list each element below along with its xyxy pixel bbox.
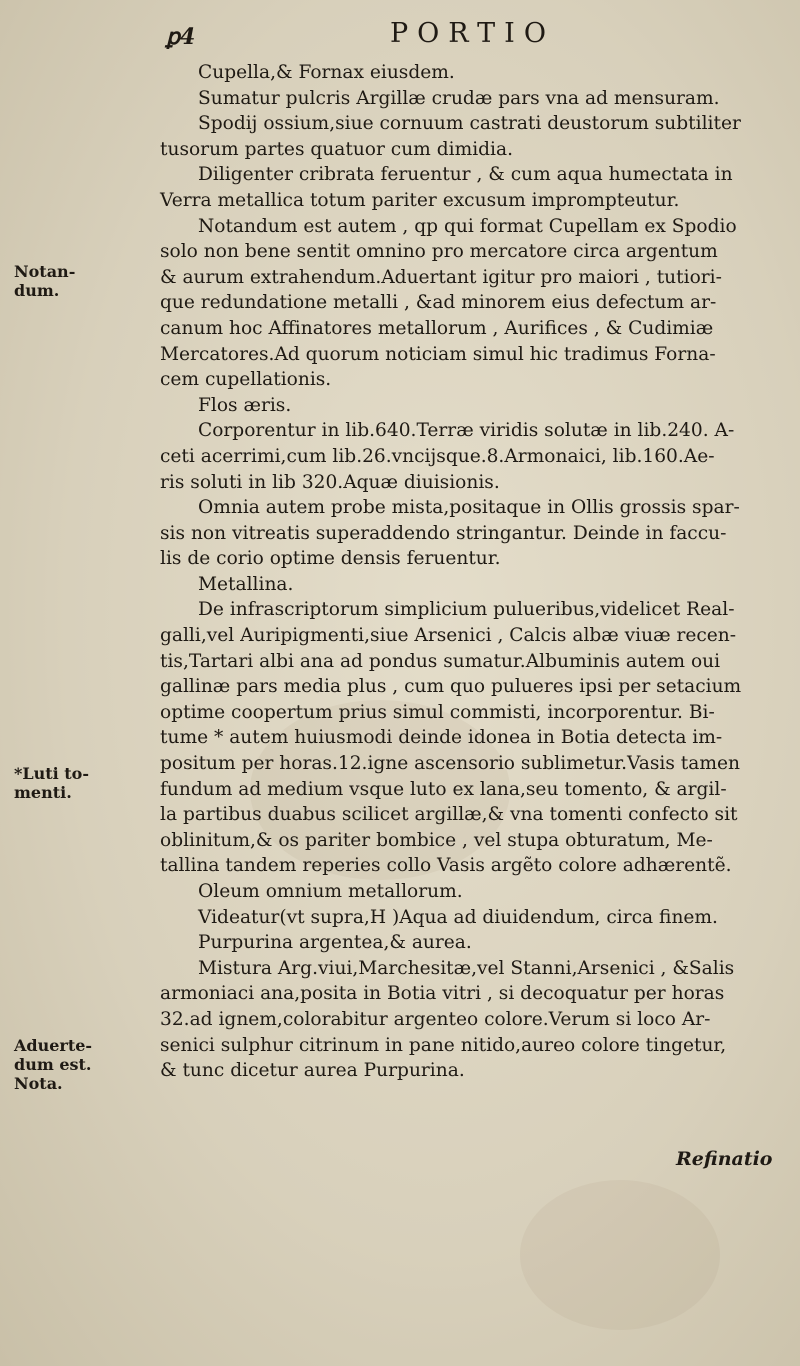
- text-line: senici sulphur citrinum in pane nitido,aureo colore tingetur,: [160, 1034, 727, 1056]
- text-line: fundum ad medium vsque luto ex lana,seu tomento, & argil-: [160, 778, 727, 800]
- text-line: sis non vitreatis superaddendo stringantur. Deinde in faccu-: [160, 522, 727, 544]
- text-line: Corporentur in lib.640.Terræ viridis solutæ in lib.240. A-: [198, 420, 735, 442]
- text-line: tusorum partes quatuor cum dimidia.: [160, 138, 513, 160]
- margin-note-notandum: [14, 262, 144, 300]
- margin-note-line: dum est.: [14, 1055, 92, 1074]
- text-line: Verra metallica totum pariter excusum imprompteutur.: [160, 189, 680, 211]
- margin-note-aduertendum: [14, 1036, 144, 1093]
- margin-note-line: menti.: [14, 783, 72, 802]
- text-line: & tunc dicetur aurea Purpurina.: [160, 1060, 465, 1082]
- margin-note-line: *Luti to-: [14, 764, 89, 783]
- text-line: Sumatur pulcris Argillæ crudæ pars vna ad mensuram.: [198, 87, 720, 109]
- text-line: tallina tandem reperies collo Vasis argẽto colore adhærentẽ.: [160, 855, 732, 877]
- text-line: Notandum est autem , qp qui format Cupellam ex Spodio: [198, 215, 737, 237]
- text-line: canum hoc Affinatores metallorum , Aurifices , & Cudimiæ: [160, 317, 714, 339]
- text-line: 32.ad ignem,colorabitur argenteo colore.Verum si loco Ar-: [160, 1008, 711, 1030]
- text-line: Purpurina argentea,& aurea.: [198, 932, 472, 954]
- text-line: Mistura Arg.viui,Marchesitæ,vel Stanni,Arsenici , &Salis: [198, 957, 735, 979]
- text-line: cem cupellationis.: [160, 369, 332, 391]
- text-line: lis de corio optime densis feruentur.: [160, 548, 501, 570]
- text-line: Cupella,& Fornax eiusdem.: [198, 62, 455, 83]
- text-line: solo non bene sentit omnino pro mercatore circa argentum: [160, 241, 718, 263]
- margin-note-line: Aduerte-: [14, 1036, 93, 1055]
- text-line: gallinæ pars media plus , cum quo pulueres ipsi per setacium: [160, 676, 742, 698]
- catchword: Refinatio: [676, 1148, 773, 1170]
- text-line: galli,vel Auripigmenti,siue Arsenici , Calcis albæ viuæ recen-: [160, 625, 737, 647]
- text-line: oblinitum,& os pariter bombice , vel stupa obturatum, Me-: [160, 829, 713, 851]
- paper-stain: [520, 1180, 720, 1330]
- text-line: positum per horas.12.igne ascensorio sublimetur.Vasis tamen: [160, 753, 740, 775]
- text-line: Mercatores.Ad quorum noticiam simul hic tradimus Forna-: [160, 343, 716, 365]
- running-title: PORTIO: [390, 18, 555, 49]
- text-line: que redundatione metalli , &ad minorem eius defectum ar-: [160, 292, 717, 314]
- text-line: Metallina.: [198, 573, 294, 595]
- text-line: la partibus duabus scilicet argillæ,& vna tomenti confecto sit: [160, 804, 738, 826]
- text-line: Videatur(vt supra,H )Aqua ad diuidendum, circa finem.: [198, 906, 718, 928]
- text-line: optime coopertum prius simul commisti, incorporentur. Bi-: [160, 701, 715, 723]
- text-line: ceti acerrimi,cum lib.26.vncijsque.8.Armonaici, lib.160.Ae-: [160, 445, 715, 467]
- text-line: Omnia autem probe mista,positaque in Ollis grossis spar-: [198, 497, 740, 519]
- text-line: & aurum extrahendum.Aduertant igitur pro maiori , tutiori-: [160, 266, 722, 288]
- text-line: Flos æris.: [198, 394, 292, 416]
- text-line: tis,Tartari albi ana ad pondus sumatur.Albuminis autem oui: [160, 650, 721, 672]
- text-line: De infrascriptorum simplicium pulueribus,videlicet Real-: [198, 599, 735, 621]
- text-line: ris soluti in lib 320.Aquæ diuisionis.: [160, 471, 500, 493]
- text-line: Oleum omnium metallorum.: [198, 881, 463, 902]
- margin-note-luti-tomenti: [14, 764, 144, 802]
- margin-note-line: dum.: [14, 281, 60, 300]
- text-line: Spodij ossium,siue cornuum castrati deustorum subtiliter: [198, 113, 741, 135]
- text-line: Diligenter cribrata feruentur , & cum aqua humectata in: [198, 164, 733, 186]
- text-line: armoniaci ana,posita in Botia vitri , si decoquatur per horas: [160, 983, 725, 1005]
- main-text-block: [160, 60, 770, 1084]
- text-line: tume * autem huiusmodi deinde idonea in Botia detecta im-: [160, 727, 723, 749]
- signature-mark: ꝑ4: [166, 24, 196, 50]
- margin-note-line: Notan-: [14, 262, 76, 281]
- margin-note-line: Nota.: [14, 1074, 63, 1093]
